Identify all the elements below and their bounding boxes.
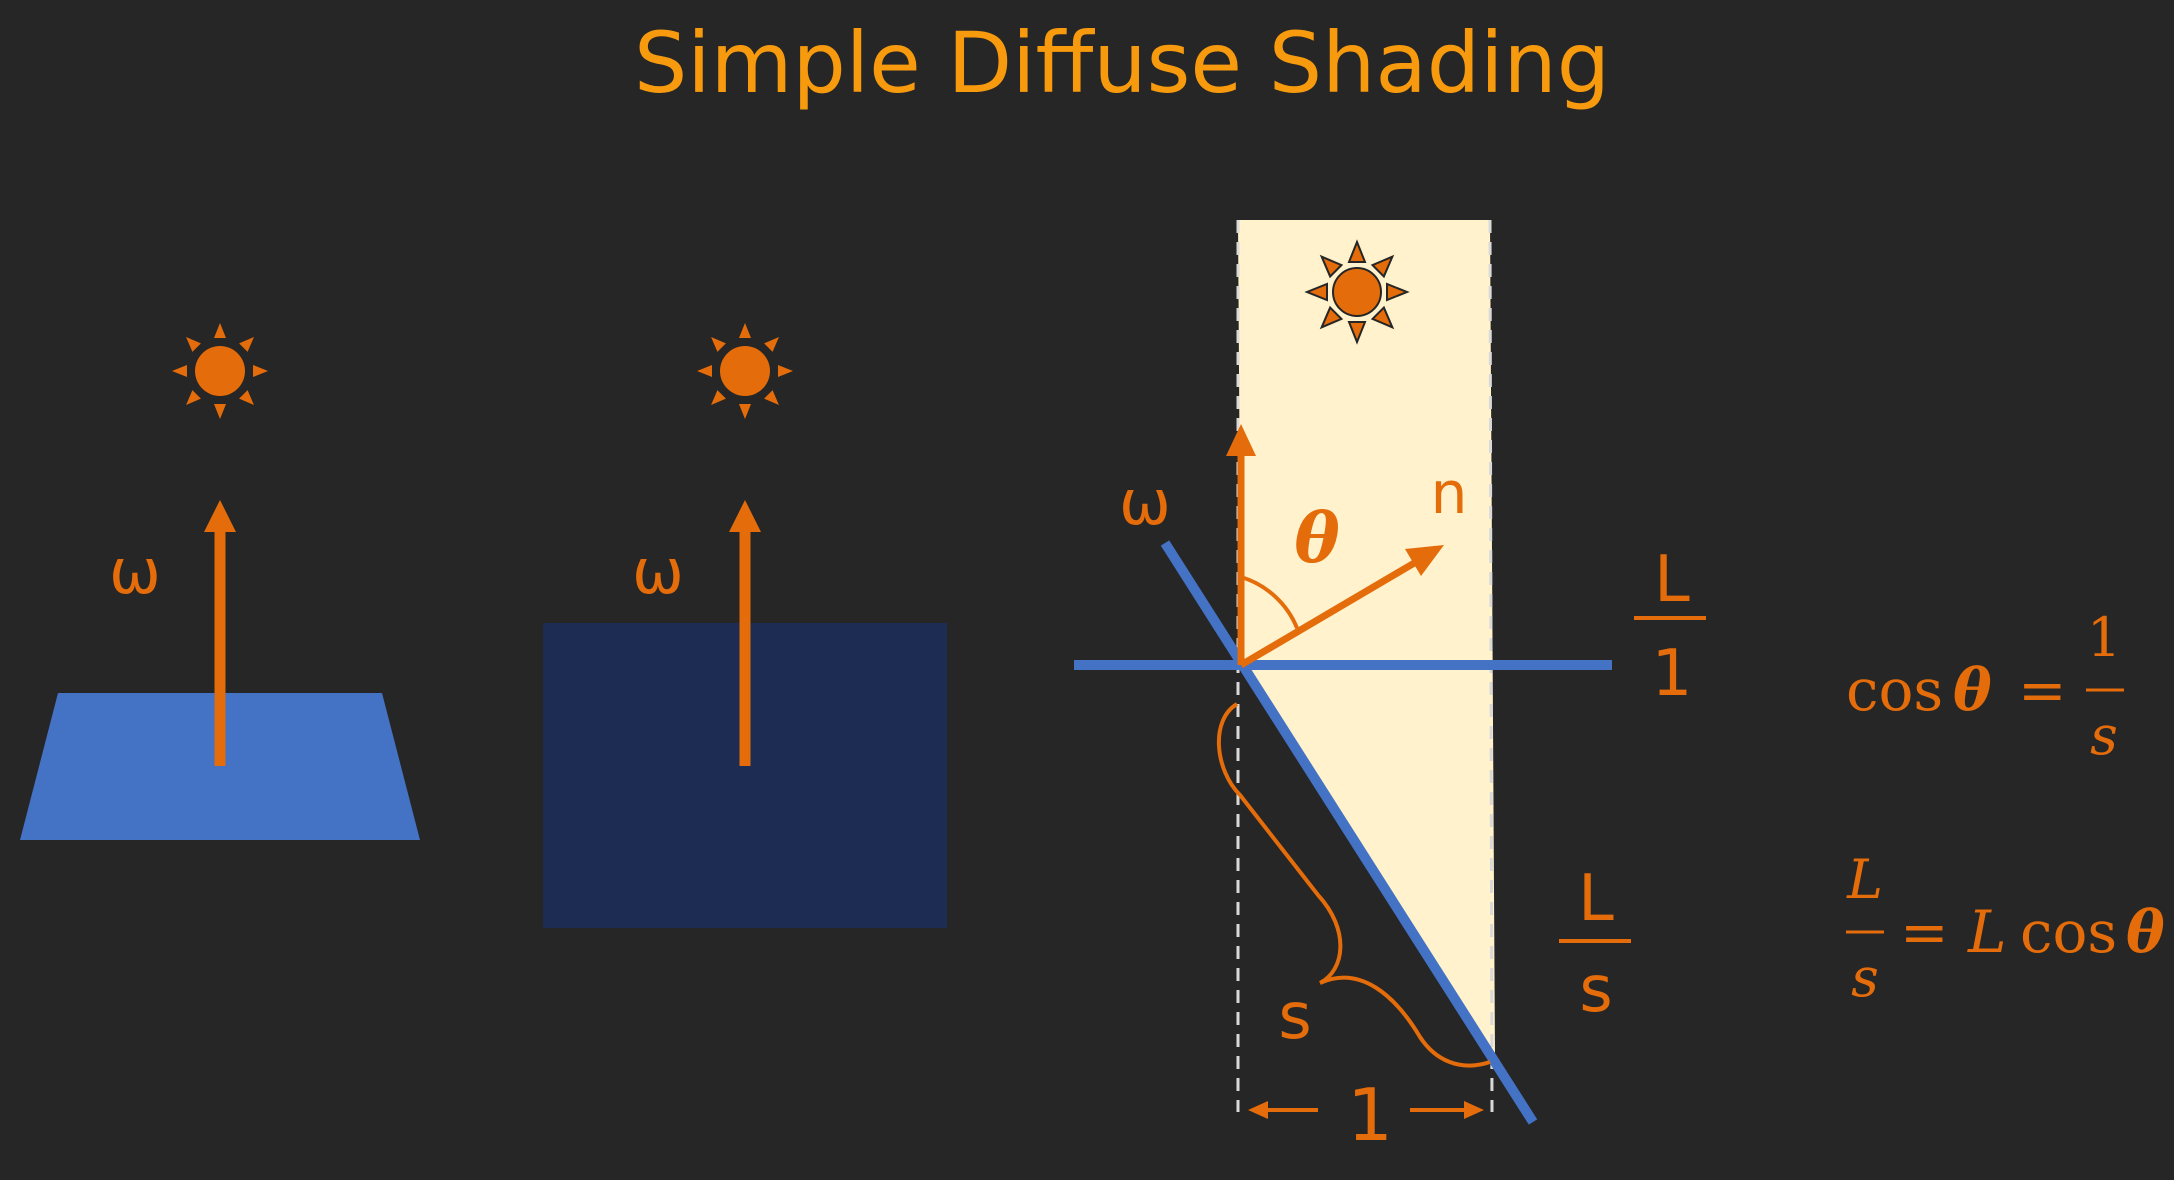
eq1-numerator: 1 (2086, 606, 2122, 669)
eq2-numerator: L (1847, 848, 1883, 911)
panel-unlit-surface (543, 303, 947, 928)
eq2-L: L (1968, 898, 2007, 966)
panel-lit-surface (20, 303, 420, 840)
eq2-denominator: s (1851, 946, 1879, 1009)
eq2-equals: = (1900, 898, 1949, 966)
omega-label: ω (1119, 466, 1171, 539)
sun-icon (677, 303, 813, 439)
eq2-theta: θ (2126, 898, 2165, 966)
eq1-equals: = (2018, 656, 2067, 724)
eq1-theta: θ (1953, 656, 1992, 724)
eq1-denominator: s (2090, 704, 2118, 767)
width-arrowhead-left (1248, 1101, 1268, 1119)
panel-tilted-geometry (1074, 220, 1706, 1157)
radiance-bottom-denominator: s (1579, 953, 1613, 1027)
omega-arrowhead (729, 500, 761, 532)
radiance-top-denominator: 1 (1651, 637, 1693, 711)
theta-label: θ (1294, 499, 1340, 579)
omega-label: ω (109, 535, 161, 608)
normal-label: n (1430, 459, 1468, 527)
omega-label: ω (632, 535, 684, 608)
light-beam (1238, 220, 1495, 1058)
slide-title: Simple Diffuse Shading (633, 14, 1611, 112)
eq2-cos: cos (2020, 898, 2118, 966)
omega-arrowhead (204, 500, 236, 532)
sun-icon (152, 303, 288, 439)
width-arrowhead-right (1464, 1101, 1484, 1119)
equation-cos-theta (1846, 606, 2124, 767)
radiance-top-numerator: L (1654, 543, 1690, 617)
equation-L-over-s (1846, 848, 2165, 1009)
s-label: s (1278, 980, 1312, 1054)
width-label: 1 (1347, 1073, 1393, 1157)
eq1-cos: cos (1846, 656, 1944, 724)
radiance-bottom-numerator: L (1578, 862, 1614, 936)
